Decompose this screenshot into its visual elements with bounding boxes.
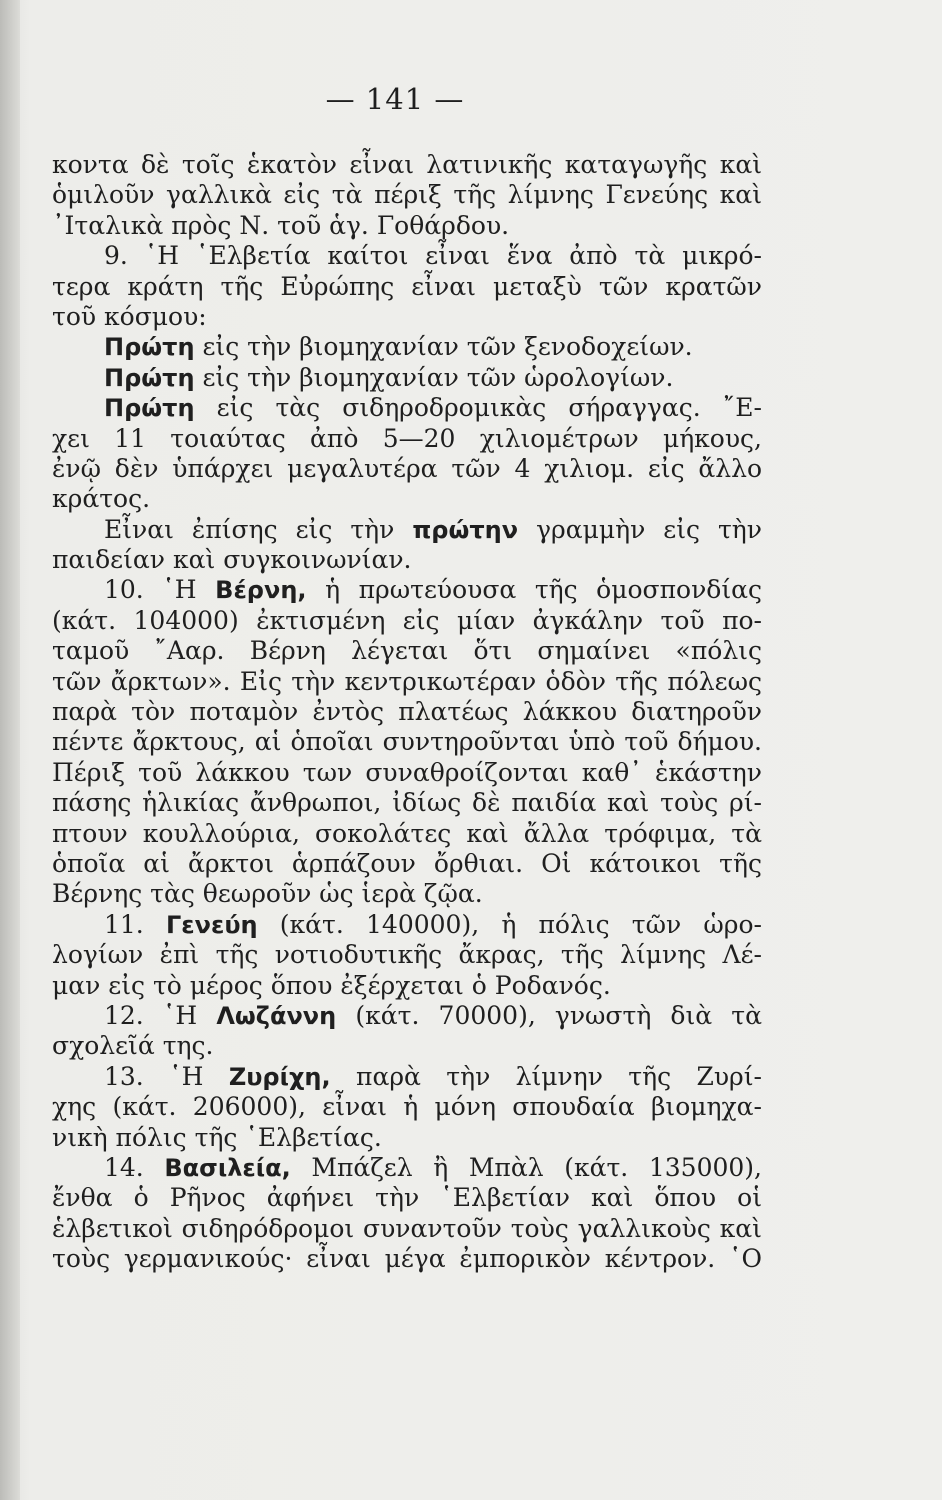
text-line — [52, 332, 762, 362]
text-line — [52, 971, 762, 1001]
text-line — [52, 241, 762, 271]
bold-term: Ζυρίχη, — [228, 1062, 331, 1091]
text-line — [52, 484, 762, 514]
line-text: Εἶναι ἐπίσης εἰς τὴν — [104, 514, 395, 544]
text-line — [52, 727, 762, 757]
line-text: λογίων ἐπὶ τῆς νοτιοδυτικῆς ἄκρας, τῆς λίμνης Λέ- — [52, 940, 762, 970]
text-line — [52, 910, 762, 940]
bold-term: Πρώτη — [104, 394, 195, 423]
line-text: μαν εἰς τὸ μέρος ὅπου ἐξέρχεται ὁ Ροδανός. — [52, 970, 611, 1000]
line-text: 11. — [104, 909, 144, 939]
text-line — [52, 575, 762, 605]
line-text: χει 11 τοιαύτας ἀπὸ 5—20 χιλιομέτρων μήκους, — [52, 423, 762, 453]
line-text: Μπάζελ ἢ Μπὰλ (κάτ. 135000), — [311, 1152, 762, 1182]
line-text: 10. ῾Η — [104, 575, 197, 605]
line-text: ταμοῦ ῎Ααρ. Βέρνη λέγεται ὅτι σημαίνει «πόλις — [52, 636, 762, 666]
text-line — [52, 1031, 762, 1061]
line-text: εἰς τὰς σιδηροδρομικὰς σήραγγας. ῎Ε- — [216, 393, 762, 423]
text-line — [52, 515, 762, 545]
line-text: ἡ πρωτεύουσα τῆς ὁμοσπονδίας — [325, 575, 763, 605]
text-line — [52, 393, 762, 423]
text-line — [52, 424, 762, 454]
text-line — [52, 363, 762, 393]
text-line — [52, 1001, 762, 1031]
bold-term: Πρώτη — [104, 363, 195, 392]
bold-term: Πρώτη — [104, 333, 195, 362]
line-text: Βέρνης τὰς θεωροῦν ὡς ἱερὰ ζῷα. — [52, 879, 483, 909]
bold-term: Λωζάννη — [216, 1001, 337, 1030]
line-text: τῶν ἄρκτων». Εἰς τὴν κεντρικωτέραν ὁδὸν τῆς πόλεως — [52, 666, 762, 696]
text-line — [52, 454, 762, 484]
text-line — [52, 697, 762, 727]
line-text: 14. — [104, 1152, 144, 1182]
text-line — [52, 545, 762, 575]
line-text: τερα κράτη τῆς Εὐρώπης εἶναι μεταξὺ τῶν κρατῶν — [52, 271, 762, 301]
line-text: 13. ῾Η — [104, 1061, 204, 1091]
text-line — [52, 788, 762, 818]
text-line — [52, 758, 762, 788]
line-text: 9. ῾Η ῾Ελβετία καίτοι εἶναι ἕνα ἀπὸ τὰ μικρό- — [104, 241, 762, 271]
line-text: εἰς τὴν βιομηχανίαν τῶν ξενοδοχείων. — [202, 332, 693, 362]
page-binding-edge — [0, 0, 20, 1500]
text-line — [52, 849, 762, 879]
text-line — [52, 180, 762, 210]
line-text: ὁποῖα αἱ ἄρκτοι ἁρπάζουν ὄρθιαι. Οἱ κάτοικοι τῆς — [52, 848, 762, 878]
bold-term: Βασιλεία, — [164, 1153, 291, 1182]
text-line — [52, 211, 762, 241]
line-text: (κάτ. 140000), ἡ πόλις τῶν ὡρο- — [279, 909, 762, 939]
text-line — [52, 636, 762, 666]
text-line — [52, 272, 762, 302]
line-text: (κάτ. 70000), γνωστὴ διὰ τὰ — [355, 1000, 763, 1030]
line-text: ἐνῷ δὲν ὑπάρχει μεγαλυτέρα τῶν 4 χιλιομ. εἰς ἄλλο — [52, 453, 762, 483]
text-line — [52, 1092, 762, 1122]
line-text: πάσης ἡλικίας ἄνθρωποι, ἰδίως δὲ παιδία καὶ τοὺς ρί- — [52, 788, 762, 818]
line-text: τοῦ κόσμου: — [52, 301, 207, 331]
line-text: Πέριξ τοῦ λάκκου των συναθροίζονται καθ᾿ ἑκάστην — [52, 757, 762, 787]
text-line — [52, 1153, 762, 1183]
text-line — [52, 606, 762, 636]
line-text: πτουν κουλλούρια, σοκολάτες καὶ ἄλλα τρόφιμα, τὰ — [52, 818, 762, 848]
text-line — [52, 1123, 762, 1153]
line-text: γραμμὴν εἰς τὴν — [536, 514, 762, 544]
line-text: ᾿Ιταλικὰ πρὸς Ν. τοῦ ἁγ. Γοθάρδου. — [52, 210, 510, 240]
page-number: — 141 — — [325, 82, 465, 116]
line-text: παρὰ τὴν λίμνην τῆς Ζυρί- — [356, 1061, 762, 1091]
line-text: χης (κάτ. 206000), εἶναι ἡ μόνη σπουδαία βιομηχα- — [52, 1092, 762, 1122]
text-line — [52, 1244, 762, 1274]
line-text: παρὰ τὸν ποταμὸν ἐντὸς πλατέως λάκκου διατηροῦν — [52, 697, 762, 727]
text-line — [52, 667, 762, 697]
text-line — [52, 1062, 762, 1092]
line-text: νικὴ πόλις τῆς ῾Ελβετίας. — [52, 1122, 382, 1152]
line-text: παιδείαν καὶ συγκοινωνίαν. — [52, 545, 412, 575]
text-line — [52, 819, 762, 849]
text-line — [52, 940, 762, 970]
text-line — [52, 1183, 762, 1213]
text-line — [52, 150, 762, 180]
bold-term: Γενεύη — [165, 910, 258, 939]
bold-term: πρώτην — [412, 515, 519, 544]
line-text: ὁμιλοῦν γαλλικὰ εἰς τὰ πέριξ τῆς λίμνης Γενεύης καὶ — [52, 180, 762, 210]
line-text: ἔνθα ὁ Ρῆνος ἀφήνει τὴν ῾Ελβετίαν καὶ ὅπου οἱ — [52, 1183, 762, 1213]
line-text: κράτος. — [52, 484, 151, 514]
line-text: κοντα δὲ τοῖς ἑκατὸν εἶναι λατινικῆς καταγωγῆς καὶ — [52, 150, 762, 179]
line-text: εἰς τὴν βιομηχανίαν τῶν ὡρολογίων. — [202, 362, 674, 392]
text-line — [52, 302, 762, 332]
line-text: ἑλβετικοὶ σιδηρόδρομοι συναντοῦν τοὺς γαλλικοὺς καὶ — [52, 1213, 762, 1243]
text-line — [52, 879, 762, 909]
line-text: (κάτ. 104000) ἐκτισμένη εἰς μίαν ἀγκάλην τοῦ πο- — [52, 605, 762, 635]
line-text: πέντε ἄρκτους, αἱ ὁποῖαι συντηροῦνται ὑπὸ τοῦ δήμου. — [52, 727, 762, 757]
bold-term: Βέρνη, — [215, 576, 307, 605]
body-text — [52, 150, 762, 1274]
text-line — [52, 1214, 762, 1244]
line-text: 12. ῾Η — [104, 1000, 198, 1030]
line-text: σχολεῖά της. — [52, 1031, 214, 1061]
line-text: τοὺς γερμανικούς· εἶναι μέγα ἐμπορικὸν κέντρον. ῾Ο — [52, 1244, 762, 1274]
